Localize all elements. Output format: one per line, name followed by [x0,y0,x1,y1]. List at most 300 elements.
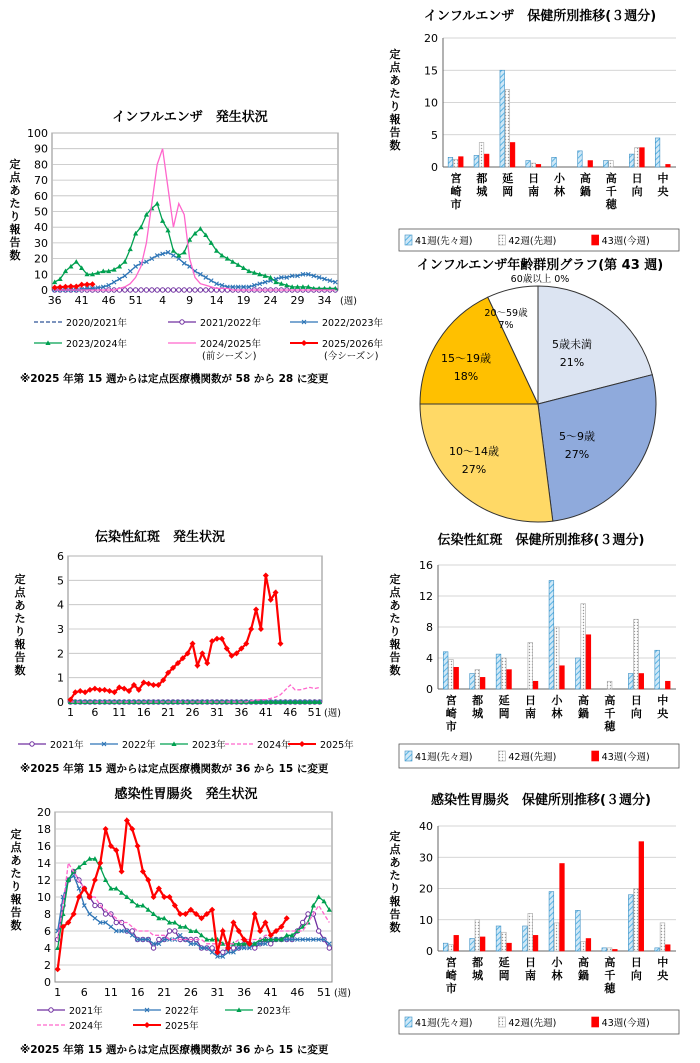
ge_trend-xtick: 11 [103,986,118,999]
flu_trend-legend-5-label: 2025/2026年 [322,339,384,350]
ge_district-title: 感染性胃腸炎 保健所別推移(３週分) [431,793,651,808]
ge_district-bar-0 [576,910,581,951]
ge_trend-xtick: 36 [237,986,252,999]
ge_district-category-label [603,955,616,995]
er_district-bar-2 [586,635,591,689]
ge_district-ylabel-char: 報 [389,895,401,908]
er_trend-legend-4-label: 2025年 [320,740,354,751]
flu_district-bar-0 [448,157,453,167]
ge_district-category-char: 林 [551,969,563,982]
ge_district-bar-0 [443,943,448,951]
ge_district-category-label [525,956,536,982]
flu_trend-ylabel-char: 数 [9,249,21,262]
flu_trend-series-1-point [128,288,132,292]
flu_district-category-char: 宮 [450,172,462,185]
er_district-category-char: 市 [445,720,457,733]
flu_district-category-char: 高 [579,172,591,185]
ge_district-category-char: 崎 [445,969,457,982]
ge_district-category-char: 央 [657,969,669,982]
er_trend-ytick: 4 [57,598,64,612]
er_district-category-label [471,693,484,720]
ge_district-category-label [578,955,589,982]
ge_district-ylabel-char: あ [389,856,401,869]
er_district-category-label [499,693,510,720]
er_district-category-char: 崎 [445,707,457,720]
ge_district-category-char: 都 [472,956,484,969]
ge_district-legend-1-swatch [498,1017,505,1027]
flu_district-title: インフルエンザ 保健所別推移(３週分) [423,9,657,24]
ge_trend-xtick: 21 [157,986,172,999]
er_trend-xtick: 1 [66,706,74,719]
er_district-ylabel-char: た [389,612,401,625]
flu_trend-xtick: 24 [263,294,278,307]
ge_district-category-label [446,955,457,995]
ge_district-bar-2 [639,842,644,951]
ge_district-bar-0 [523,926,528,951]
ge_trend-xunit: (週) [334,988,351,999]
flu_district-bar-0 [526,161,531,167]
flu_trend-ytick: 100 [27,127,48,140]
flu_district-bar-2 [459,157,464,167]
ge_district-bar-2 [454,935,459,951]
ge_trend-ylabel-char: 点 [10,841,22,854]
ge_trend-series-0-point [173,929,177,933]
flu_district-bar-0 [474,155,479,167]
er_trend-ytick: 2 [57,647,64,661]
er_trend-legend-4-marker [299,741,305,747]
ge_trend-ytick: 12 [37,874,51,887]
ge_trend-ytick: 2 [44,959,51,972]
er_trend-legend-0-marker [30,742,34,746]
ge_district-bar-0 [470,939,475,952]
er_trend-ylabel-char: 告 [14,651,26,664]
flu_district-ylabel-char: 点 [389,61,401,74]
ge_district-bar-0 [549,892,554,951]
flu_trend-ytick: 40 [34,221,48,235]
ge_district-category-char: 南 [525,969,537,982]
er_district-category-char: 高 [604,694,616,707]
pie-top-label: 60歳以上 0% [510,274,570,285]
ge_district-category-char: 高 [604,956,616,969]
flu_district-category-char: 延 [502,172,514,185]
er_district-bar-1 [475,670,480,689]
flu_trend-xtick: 34 [317,294,332,307]
er_district-category-char: 千 [604,707,616,720]
ge_district-category-label [657,955,668,982]
er_district-category-char: 南 [525,707,537,720]
flu_trend-xtick: 41 [74,294,89,307]
er_district-category-char: 高 [577,694,589,707]
flu_trend-note: ※2025 年第 15 週からは定点医療機関数が 58 から 28 に変更 [20,373,329,385]
flu_trend-series-1-point [150,288,154,292]
er_district-bar-2 [480,677,485,689]
flu_district-bar-0 [629,154,634,167]
ge_district-ylabel-char: た [389,869,401,882]
er_trend-xtick: 26 [185,706,200,719]
ge_trend-xtick: 6 [80,986,88,999]
ge_district-legend-2-swatch [592,1017,599,1027]
er_trend-ylabel [15,572,27,677]
pie-slice-2-label: 10～14歳 [449,445,499,458]
er_trend-ytick: 0 [57,696,64,709]
flu_trend-series-1-point [155,288,159,292]
flu_trend-ylabel-char: 報 [9,223,21,236]
flu_district-category-label [658,171,669,198]
ge_trend-xtick: 1 [54,986,62,999]
ge_district-category-char: 市 [445,982,457,995]
ge_trend-ytick: 20 [37,806,51,819]
er_district-ylabel-char: 点 [389,586,401,599]
er_district-category-label [603,693,616,733]
er_trend-legend-2-label: 2023年 [192,740,226,751]
ge_district-ytick: 10 [419,913,433,927]
ge_district-category-char: 日 [630,956,642,969]
ge_trend-ytick: 10 [37,891,51,904]
ge_district-category-label [499,955,510,982]
ge_district-bar-1 [475,920,480,951]
ge_district-category-char: 小 [551,956,563,969]
er_trend-legend-0-label: 2021年 [50,740,84,751]
flu_district-category-char: 日 [528,172,540,185]
ge_trend-series-0-point [301,920,305,924]
ge_district-bar-2 [560,864,565,952]
flu_district-ylabel-char: 数 [389,139,401,152]
flu_trend-series-1-point [123,288,127,292]
er_district-category-char: 宮 [445,694,457,707]
er_district-legend-2-label: 43週(今週) [601,752,650,763]
flu_trend-series-1-point [139,288,143,292]
ge_district-ylabel [390,829,402,934]
er_district-bar-1 [528,643,533,690]
ge_trend-legend-2-label: 2023年 [257,1006,291,1017]
er_district-category-char: 城 [472,707,484,720]
flu_trend-series-1-point [182,288,186,292]
ge_trend-ylabel-char: 定 [10,828,22,841]
flu_district-category-char: 林 [554,185,565,198]
er_district-category-label [657,693,668,720]
ge_district-category-label [552,955,564,982]
flu_district-ytick: 5 [431,128,438,142]
flu_district-ylabel-char: た [389,87,401,100]
er_district-category-char: 穂 [604,720,616,733]
flu_trend-legend-5-sub: (今シーズン) [324,351,379,362]
ge_trend-title: 感染性胃腸炎 発生状況 [114,787,258,802]
er_district-category-char: 央 [657,707,669,720]
ge_trend-ylabel-char: 報 [10,893,22,906]
flu_district-legend-1-label: 42週(先週) [508,236,557,247]
ge_district-category-char: 延 [498,956,510,969]
flu_district-category-char: 穂 [605,198,617,211]
er_district-ylabel-char: 報 [389,638,401,651]
flu_district-bar-2 [640,148,645,167]
ge_trend-legend-4-marker [144,1022,150,1028]
flu_district-ytick: 15 [424,64,438,78]
ge_district-bar-1 [660,923,665,951]
ge_trend-ylabel-char: あ [10,854,22,867]
er_district-ytick: 0 [426,683,433,696]
ge_district-bar-2 [480,937,485,951]
ge_trend-series-0-point [103,912,107,916]
flu_district-category-char: 市 [450,198,462,211]
flu_trend-series-1-point [177,288,181,292]
pie-slice-1-label: 5～9歳 [559,430,595,443]
ge_district-category-char: 向 [630,969,642,982]
er_district-bar-1 [634,619,639,689]
er_trend-ytick: 5 [57,574,64,588]
flu_district-bar-0 [500,70,505,167]
ge_trend-ylabel-char: 告 [10,906,22,919]
ge_district-bar-2 [586,939,591,952]
er_district-category-char: 岡 [498,707,510,720]
er_district-category-char: 日 [630,694,642,707]
ge_district-category-char: 宮 [445,956,457,969]
ge_district-ylabel-char: 点 [389,843,401,856]
flu_trend-series-1-point [187,288,191,292]
flu_district-category-char: 城 [476,185,488,198]
flu_trend-series-1-point [198,288,202,292]
flu_trend-series-1-point [209,288,213,292]
flu_district-bar-1 [453,159,458,167]
flu_district-category-label [475,171,488,198]
ge_district-ylabel-char: 定 [389,830,401,843]
er_district-ylabel [390,572,402,677]
er_district-bar-2 [639,674,644,690]
er_trend-ylabel-char: 点 [14,586,26,599]
ge_district-bar-1 [554,923,559,951]
er_district-bar-2 [454,667,459,689]
ge_trend-series-0-point [316,929,320,933]
flu_district-bar-2 [666,164,671,167]
ge_trend-xtick: 41 [263,986,278,999]
flu_district-bar-1 [479,142,484,167]
ge_trend-xtick: 31 [210,986,225,999]
flu_trend-legend-0-label: 2020/2021年 [66,318,128,329]
flu_district-category-char: 小 [554,172,565,185]
flu_district-bar-1 [505,90,510,167]
pie-slice-0-label: 5歳未満 [552,338,592,351]
er_trend-ylabel-char: あ [14,599,26,612]
ge_district-category-label [631,956,642,982]
pie-slice-0-value: 21% [559,356,585,369]
flu_district-category-label [632,172,643,198]
er_district-bar-2 [533,681,538,689]
er_district-bar-1 [607,681,612,689]
er_district-ylabel-char: り [389,625,401,638]
flu_trend-ylabel-char: あ [9,184,21,197]
flu_trend-ylabel [10,157,22,262]
er_district-title: 伝染性紅斑 保健所別推移(３週分) [437,533,645,548]
er_district-ytick: 12 [419,590,433,603]
flu_trend-xtick: 51 [128,294,143,307]
flu_trend-ytick: 90 [34,142,48,156]
ge_trend-series-0-point [210,946,214,950]
flu_district-category-char: 都 [476,172,488,185]
flu_trend-legend-4-label: 2024/2025年 [200,339,262,350]
flu_district-ytick: 20 [424,32,438,45]
flu_district-category-char: 中 [657,172,669,185]
flu_trend-ytick: 10 [34,268,48,282]
flu_district-bar-2 [484,154,489,167]
flu_district-legend-2-label: 43週(今週) [601,236,650,247]
er_district-bar-2 [665,681,670,689]
er_district-legend-0-swatch [405,751,412,761]
ge_trend-note: ※2025 年第 15 週からは定点医療機関数が 36 から 15 に変更 [20,1044,329,1056]
pie-slice-1-value: 27% [564,448,590,461]
er_district-ylabel-char: 定 [389,573,401,586]
er_district-ylabel-char: 数 [389,664,401,677]
er_trend-xtick: 31 [209,706,224,719]
flu_trend-xtick: 14 [209,294,224,307]
er_trend-xtick: 6 [91,706,99,719]
ge_trend-ytick: 14 [37,857,51,870]
ge_district-bar-0 [628,895,633,951]
er_trend-xtick: 46 [283,706,298,719]
ge_trend-legend-4-label: 2025年 [165,1021,199,1032]
flu_trend-series-1-point [160,288,164,292]
flu_district-category-char: 千 [605,185,617,198]
flu_trend-ytick: 80 [34,158,48,172]
flu_district-bar-0 [552,157,557,167]
flu_trend-ytick: 50 [34,205,48,219]
ge_trend-series-0-point [269,942,273,946]
flu_trend-series-1-point [166,288,170,292]
er_district-category-char: 小 [551,694,563,707]
ge_district-bar-2 [613,949,618,951]
er_district-bar-1 [501,658,506,689]
er_district-bar-1 [581,604,586,689]
flu_trend-ytick: 30 [34,236,48,250]
er_district-bar-0 [443,652,448,689]
er_trend-xtick: 16 [136,706,151,719]
er_district-bar-1 [449,660,454,689]
flu_district-category-label [502,171,513,198]
flu_trend-ylabel-char: た [9,197,21,210]
flu_district-ylabel-char: 定 [389,48,401,61]
flu_district-category-label [605,171,618,211]
flu_trend-series-1-point [133,288,137,292]
er_trend-ytick: 1 [57,671,64,685]
flu_trend-ytick: 20 [34,252,48,266]
flu_district-category-label [528,172,539,198]
pie-slice-3-value: 18% [453,370,479,383]
ge_trend-xtick: 26 [183,986,198,999]
ge_trend-legend-0-label: 2021年 [69,1006,103,1017]
flu_district-category-label [580,171,591,198]
ge_trend-series-0-point [130,929,134,933]
er_district-bar-1 [554,627,559,689]
pie-title: インフルエンザ年齢群別グラフ(第 43 週) [416,258,664,273]
pie-slice-4-label: 20～59歳 [484,308,528,319]
pie-slice-2-value: 27% [461,463,487,476]
flu_trend-series-1-point [171,288,175,292]
flu_trend-ytick: 0 [41,284,48,297]
flu_trend-ylabel-char: 告 [9,236,21,249]
flu_trend-ytick: 70 [34,174,48,188]
flu_trend-xtick: 4 [159,294,167,307]
flu_district-bar-2 [588,161,593,167]
er_trend-legend-1-label: 2022年 [122,740,156,751]
er_district-bar-0 [655,650,660,689]
ge_district-legend-0-label: 41週(先々週) [415,1018,473,1029]
flu_district-category-label [450,171,461,211]
ge_district-bar-1 [634,889,639,952]
er_trend-ylabel-char: た [14,612,26,625]
flu_trend-legend-1-label: 2021/2022年 [200,318,262,329]
er_district-bar-0 [470,674,475,690]
er_district-ytick: 16 [419,559,433,572]
flu_trend-series-1-point [144,288,148,292]
er_district-category-char: 林 [551,707,563,720]
ge_district-bar-0 [655,948,660,951]
flu_district-ylabel-char: あ [389,74,401,87]
er_trend-xtick: 21 [161,706,176,719]
flu_trend-ylabel-char: 定 [9,158,21,171]
flu_district-category-char: 向 [631,185,643,198]
flu_trend-legend-5-marker [301,340,307,346]
ge_trend-ytick: 0 [44,976,51,989]
ge_district-category-char: 日 [525,956,537,969]
flu_district-ytick: 10 [424,96,438,110]
er_district-ytick: 8 [426,621,433,634]
flu_district-bar-0 [578,151,583,167]
er_district-bar-0 [549,581,554,690]
er_district-bar-2 [507,670,512,689]
ge_trend-ylabel [11,827,23,932]
ge_district-ytick: 40 [419,820,433,833]
er_district-category-label [552,693,564,720]
ge_trend-xtick: 16 [130,986,145,999]
ge_district-legend-2-label: 43週(今週) [601,1018,650,1029]
flu_trend-title: インフルエンザ 発生状況 [112,110,268,125]
flu_trend-xtick: 9 [186,294,194,307]
flu_district-legend-0-label: 41週(先々週) [415,236,473,247]
ge_district-category-char: 岡 [498,969,510,982]
flu_trend-series-1-point [193,288,197,292]
ge_district-ylabel-char: 告 [389,908,401,921]
flu_trend-xunit: (週) [340,296,357,307]
ge_district-category-char: 千 [604,969,616,982]
ge_trend-series-0-point [151,946,155,950]
ge_trend-ytick: 18 [37,823,51,836]
pie-slice-3-label: 15～19歳 [441,352,491,365]
ge_district-ylabel-char: り [389,882,401,895]
flu_district-bar-1 [609,161,614,167]
ge_district-bar-1 [528,914,533,952]
ge_district-category-char: 穂 [604,982,616,995]
ge_district-bar-1 [581,942,586,951]
flu_district-category-char: 岡 [502,185,514,198]
er_district-legend-2-swatch [592,751,599,761]
ge_district-category-label [471,955,484,982]
er_trend-ylabel-char: 数 [14,664,26,677]
er_trend-xunit: (週) [324,708,341,719]
flu_trend-legend-4-sub: (前シーズン) [202,351,257,362]
er_district-legend-1-label: 42週(先週) [508,752,557,763]
er_district-bar-0 [576,658,581,689]
er_district-category-char: 向 [630,707,642,720]
flu_district-category-char: 崎 [450,185,462,198]
flu_district-ytick: 0 [431,161,438,174]
flu_district-category-char: 南 [528,185,540,198]
ge_trend-xtick: 51 [317,986,332,999]
ge_district-bar-1 [449,945,454,951]
flu_district-category-char: 鍋 [579,185,591,198]
ge_trend-series-0-point [157,937,161,941]
ge_trend-series-0-point [114,920,118,924]
ge_district-ylabel-char: 数 [389,921,401,934]
flu_district-category-char: 高 [605,172,617,185]
ge_trend-series-0-point [231,946,235,950]
